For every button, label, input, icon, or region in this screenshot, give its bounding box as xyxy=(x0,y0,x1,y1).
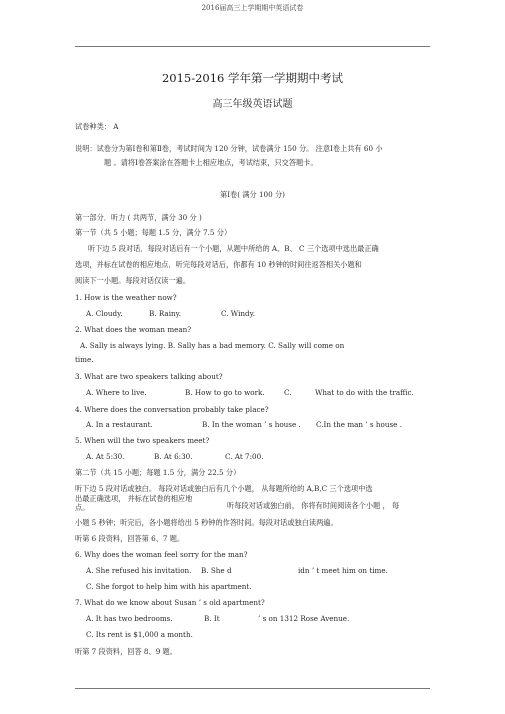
q5-option-b: B. At 6:30. xyxy=(154,452,193,461)
q6-option-b: B. She d xyxy=(201,566,232,575)
exam-title: 2015-2016 学年第一学期期中考试 xyxy=(161,71,344,85)
q3-option-b: B. How to go to work. xyxy=(185,388,265,397)
material-6-heading: 听第 6 段资料，回答第 6、7 题。 xyxy=(75,534,185,543)
directions2-line-4: 听每段对话或独白前， 你将有时间阅读各个小题 ， 每 xyxy=(227,501,400,510)
q6-option-c: C. She forgot to help him with his apartment. xyxy=(86,582,252,591)
q3-option-c-letter: C. xyxy=(284,388,292,397)
q7-option-a: A. It has two bedrooms. xyxy=(86,614,173,623)
exam-type: 试卷种类： A xyxy=(75,122,119,131)
directions1-line-1: 听下边 5 段对话．每段对话后有一个小题，从题中所给的 A、B、 C 三个选项中选出最正确 xyxy=(88,244,379,253)
directions1-line-2: 选项，并标在试卷的相应地点．听完每段对话后，你都有 10 秒钟的时间往返答相关小题和 xyxy=(75,260,362,269)
question-1: 1. How is the weather now? xyxy=(75,293,177,302)
q6-option-b-cont: idn ’ t meet him on time. xyxy=(298,566,388,575)
section1-2-heading: 第二节（共 15 小题；每题 1.5 分，满分 22.5 分） xyxy=(75,468,241,477)
footer-rule xyxy=(75,688,430,689)
directions2-line-2: 出最正确选项， 并标在试卷的相应地 xyxy=(75,494,193,503)
q7-option-b: B. It xyxy=(204,614,220,623)
q5-option-c: C. At 7:00. xyxy=(225,452,264,461)
q4-option-c: C.In the man ’ s house . xyxy=(316,420,402,429)
header-rule xyxy=(75,46,430,47)
q2-options-cont: time. xyxy=(75,355,94,364)
page-header: 2016届高三上学期期中英语试卷 xyxy=(201,4,304,12)
section1-1-heading: 第一节（共 5 小题；每题 1.5 分，满分 7.5 分） xyxy=(75,228,232,237)
q4-option-a: A. In a restaurant. xyxy=(86,420,153,429)
q2-options: A. Sally is always lying. B. Sally has a bad memory. C. Sally will come on xyxy=(80,341,345,350)
exam-subtitle: 高三年级英语试题 xyxy=(212,99,293,110)
question-6: 6. Why does the woman feel sorry for the man? xyxy=(75,550,248,559)
part1-heading: 第Ⅰ卷( 满分 100 分) xyxy=(220,190,285,199)
q7-option-b-cont: ’ s on 1312 Rose Avenue. xyxy=(258,614,350,623)
q6-option-a: A. She refused his invitation. xyxy=(86,566,192,575)
directions2-line-5: 小题 5 秒钟；听完后，各小题将给出 5 秒钟的作答时间。每段对话或独白读两遍。 xyxy=(75,518,338,527)
question-2: 2. What does the woman mean? xyxy=(75,325,192,334)
section1-heading: 第一部分．听力 ( 共两节，满分 30 分 ) xyxy=(75,213,202,222)
question-3: 3. What are two speakers talking about? xyxy=(75,372,223,381)
q1-option-b: B. Rainy. xyxy=(149,309,182,318)
q1-option-a: A. Cloudy. xyxy=(86,309,123,318)
instructions-line-1: 说明：试卷分为第Ⅰ卷和第Ⅱ卷，考试时间为 120 分钟，试卷满分 150 分。 注意Ⅰ卷上共有 60 小 xyxy=(75,144,383,153)
directions1-line-3: 阅读下一小题。每段对话仅读一遍。 xyxy=(75,276,191,285)
question-7: 7. What do we know about Susan ’ s old apartment? xyxy=(75,598,265,607)
question-4: 4. Where does the conversation probably take place? xyxy=(75,405,269,414)
q5-option-a: A. At 5:30. xyxy=(86,452,125,461)
q3-option-c: What to do with the traffic. xyxy=(315,388,414,397)
q1-option-c: C. Windy. xyxy=(221,309,255,318)
q3-option-a: A. Where to live. xyxy=(86,388,147,397)
instructions-line-2: 题 。请将Ⅰ卷答案涂在答题卡上相应地点，考试结束，只交答题卡。 xyxy=(104,158,318,167)
material-7-heading: 听第 7 段资料，回答 8、9 题。 xyxy=(75,647,177,656)
directions2-line-1: 听下边 5 段对话或独白。 每段对话或独白后有几个小题， 从每题所给的 A,B,C 三个选项中选 xyxy=(75,484,373,493)
question-5: 5. When will the two speakers meet? xyxy=(75,436,210,445)
q7-option-c: C. Its rent is $1,000 a month. xyxy=(86,630,193,639)
q4-option-b: B. In the woman ’ s house . xyxy=(202,420,301,429)
directions2-line-3: 点。 xyxy=(75,503,90,512)
